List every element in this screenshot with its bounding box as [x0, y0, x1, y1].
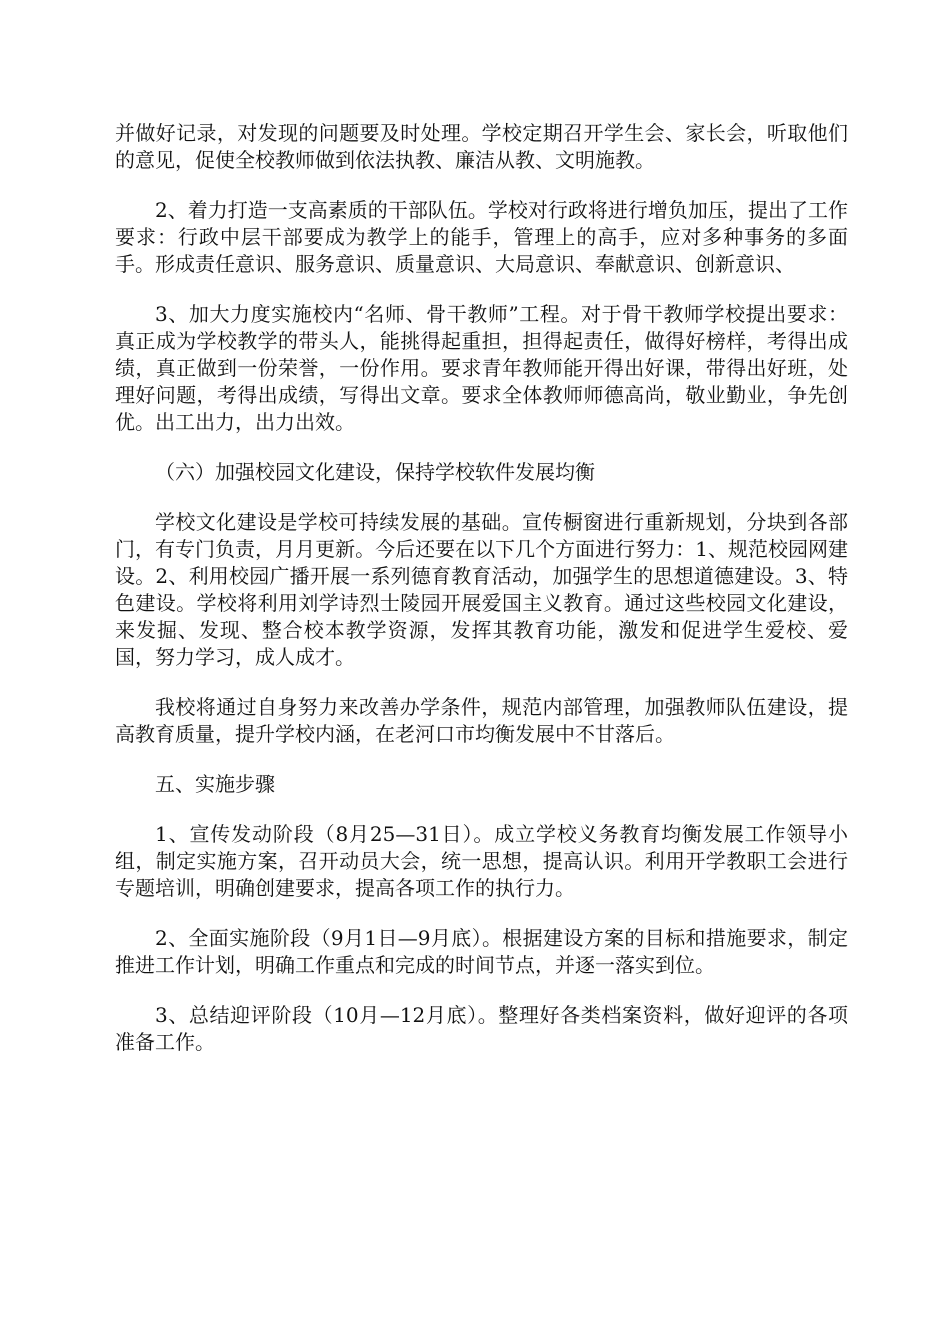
paragraph-step-1: 1、宣传发动阶段（8月25—31日）。成立学校义务教育均衡发展工作领导小组，制定实施方案，召开动员大会，统一思想，提高认识。利用开学教职工会进行专题培训，明确创建要求，提高各项工作的执行力。	[115, 822, 848, 900]
section-heading-implementation-steps: 五、实施步骤	[155, 772, 275, 796]
paragraph-famous-teacher-project: 3、加大力度实施校内“名师、骨干教师”工程。对于骨干教师学校提出要求：真正成为学校教学的带头人，能挑得起重担，担得起责任，做得好榜样，考得出成绩，真正做到一份荣誉，一份作用。要求青年教师能开得出好课，带得出好班，处理好问题，考得出成绩，写得出文章。要求全体教师师德高尚，敬业勤业，争先创优。出工出力，出力出效。	[115, 302, 848, 434]
paragraph-cadre-team: 2、着力打造一支高素质的干部队伍。学校对行政将进行增负加压，提出了工作要求：行政中层干部要成为教学上的能手，管理上的高手，应对多种事务的多面手。形成责任意识、服务意识、质量意识、大局意识、奉献意识、创新意识、	[115, 198, 848, 276]
document-page	[115, 120, 848, 1079]
paragraph-step-3: 3、总结迎评阶段（10月—12月底）。整理好各类档案资料，做好迎评的各项准备工作。	[115, 1003, 848, 1054]
paragraph-step-2: 2、全面实施阶段（9月1日—9月底）。根据建设方案的目标和措施要求，制定推进工作计划，明确工作重点和完成的时间节点，并逐一落实到位。	[115, 926, 848, 977]
paragraph-campus-culture: 学校文化建设是学校可持续发展的基础。宣传橱窗进行重新规划，分块到各部门，有专门负责，月月更新。今后还要在以下几个方面进行努力：1、规范校园网建设。2、利用校园广播开展一系列德育教育活动，加强学生的思想道德建设。3、特色建设。学校将利用刘学诗烈士陵园开展爱国主义教育。通过这些校园文化建设，来发掘、发现、整合校本教学资源，发挥其教育功能，激发和促进学生爱校、爱国，努力学习，成人成才。	[115, 510, 848, 669]
section-heading-campus-culture: （六）加强校园文化建设，保持学校软件发展均衡	[155, 460, 595, 484]
paragraph-summary: 我校将通过自身努力来改善办学条件，规范内部管理，加强教师队伍建设，提高教育质量，提升学校内涵，在老河口市均衡发展中不甘落后。	[115, 695, 848, 746]
paragraph-continuation: 并做好记录，对发现的问题要及时处理。学校定期召开学生会、家长会，听取他们的意见，促使全校教师做到依法执教、廉洁从教、文明施教。	[115, 121, 848, 172]
